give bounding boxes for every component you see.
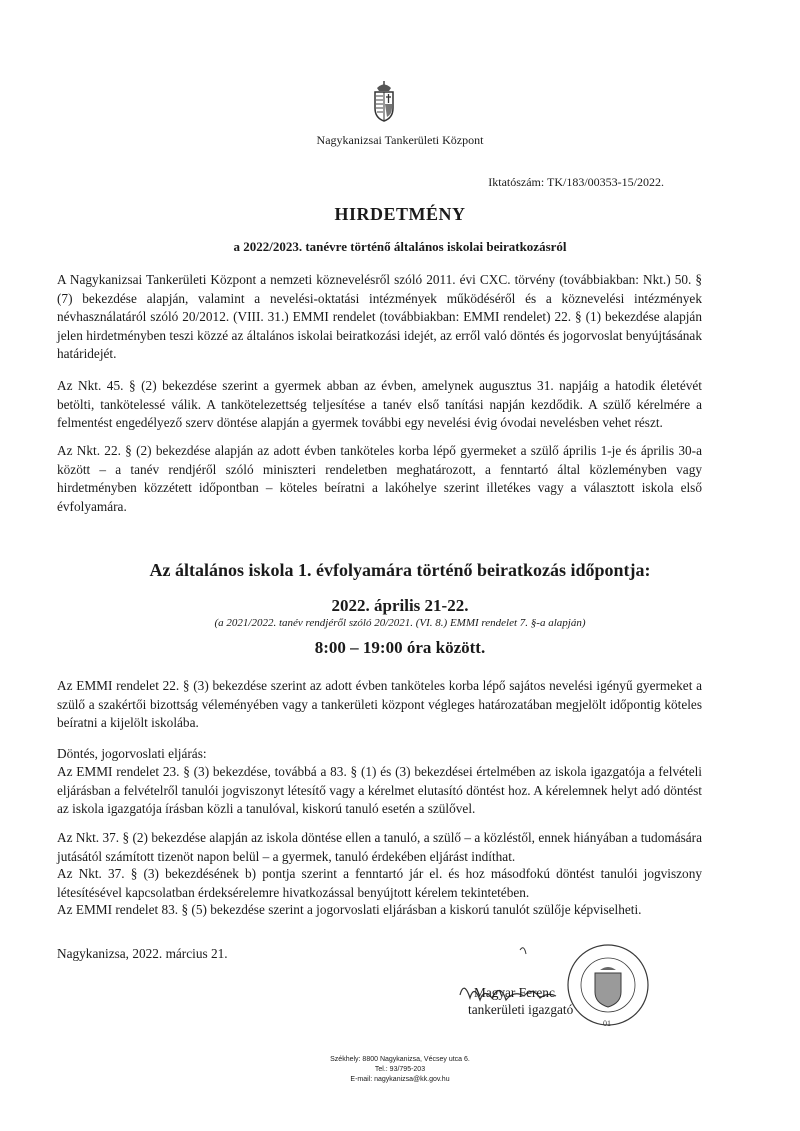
enrollment-date-note: (a 2021/2022. tanév rendjéről szóló 20/2021. (VI. 8.) EMMI rendelet 7. §-a alapján) bbox=[214, 617, 586, 629]
official-stamp bbox=[568, 945, 648, 1028]
footer-address: Székhely: 8800 Nagykanizsa, Vécsey utca 6. bbox=[330, 1056, 470, 1063]
stamp-number: 01 bbox=[603, 1019, 611, 1028]
paragraph-decision: Az EMMI rendelet 23. § (3) bekezdése, továbbá a 83. § (1) és (3) bekezdései értelmében az iskola igazgatója a felvételi eljárásban a felvételről tanulói jogviszonyt létesítő vagy a kérelmet elutasító döntést hoz. A kérelemnek helyt adó döntést az iskola igazgatója írásban közli a tanulóval, kiskorú tanuló esetén a szülővel. bbox=[57, 764, 702, 816]
paragraph-enrollment-duty: Az Nkt. 22. § (2) bekezdése alapján az adott évben tanköteles korba lépő gyermeket a szülő április 1-je és április 30-a között – a tanév rendjéről szóló miniszteri rendeletben meghatározott, a fenntartó által közleményben vagy hirdetményben közzétett időpontban – köteles beíratni a lakóhelye szerint illetékes vagy a választott iskola első évfolyamára. bbox=[57, 443, 702, 514]
paragraph-representation: Az EMMI rendelet 83. § (5) bekezdése szerint a jogorvoslati eljárásban a kiskorú tanulót szülője képviselheti. bbox=[57, 902, 642, 917]
paragraph-appeal: Az Nkt. 37. § (2) bekezdése alapján az iskola döntése ellen a tanuló, a szülő – a közléstől, ennek hiányában a tudomására jutásától számított tizenöt napon belül – a gyermek, tanuló érdekében eljárást indíthat. bbox=[57, 830, 702, 864]
paragraph-second-instance: Az Nkt. 37. § (3) bekezdésének b) pontja szerint a fenntartó jár el. és hoz másodfokú döntést tanulói jogviszony létesítésével kapcsolatban érdeksérelemre hivatkozással benyújtott kérelem tekintetében. bbox=[57, 866, 702, 900]
document-title: HIRDETMÉNY bbox=[334, 204, 466, 224]
footer-email: E-mail: nagykanizsa@kk.gov.hu bbox=[350, 1076, 450, 1083]
paragraph-special-needs: Az EMMI rendelet 22. § (3) bekezdése szerint az adott évben tanköteles korba lépő sajátos nevelési igényű gyermeket a szülő a szakértői bizottság véleményében vagy a tankerületi központ végleges határozatában megjelölt időpontig köteles beíratni a kijelölt iskolába. bbox=[57, 678, 702, 730]
paragraph-school-obligation: Az Nkt. 45. § (2) bekezdése szerint a gyermek abban az évben, amelynek augusztus 31. napjáig a hatodik életévét betölti, tankötelessé válik. A tankötelezettség teljesítése a tanév első tanítási napján kezdődik. A szülő kérelmére a felmentést engedélyező szerv döntése alapján a gyermek további egy nevelési évig óvodai nevelésben vehet részt. bbox=[57, 378, 702, 430]
enrollment-hours: 8:00 – 19:00 óra között. bbox=[314, 638, 486, 657]
enrollment-date: 2022. április 21-22. bbox=[331, 596, 469, 615]
registration-number: Iktatószám: TK/183/00353-15/2022. bbox=[488, 175, 664, 189]
signer-name: Magyar Ferenc bbox=[474, 985, 555, 1000]
organization-name: Nagykanizsai Tankerületi Központ bbox=[316, 133, 484, 147]
signer-position: tankerületi igazgató bbox=[468, 1002, 574, 1017]
paragraph-legal-basis: A Nagykanizsai Tankerületi Központ a nemzeti köznevelésről szóló 2011. évi CXC. törvény (továbbiakban: Nkt.) 50. § (7) bekezdése alapján, valamint a nevelési-oktatási intézmények működéséről és a köznevelési intézmények névhasználatáról szóló 20/2012. (VIII. 31.) EMMI rendelet (továbbiakban: EMMI rendelet) 22. § (1) bekezdése alapján jelen hirdetményben teszi közzé az általános iskolai beiratkozási idejét, az erről való döntés és jogorvoslat benyújtásának határidejét. bbox=[57, 272, 702, 361]
footer-phone: Tel.: 93/795-203 bbox=[374, 1066, 426, 1073]
footer-contact bbox=[0, 1055, 800, 1085]
coat-of-arms-logo bbox=[371, 80, 397, 122]
document-subtitle: a 2022/2023. tanévre történő általános iskolai beiratkozásról bbox=[233, 239, 567, 254]
enrollment-heading: Az általános iskola 1. évfolyamára történő beiratkozás időpontja: bbox=[149, 560, 651, 580]
paragraph-decision-heading: Döntés, jogorvoslati eljárás: bbox=[57, 746, 207, 761]
place-date: Nagykanizsa, 2022. március 21. bbox=[57, 946, 228, 961]
